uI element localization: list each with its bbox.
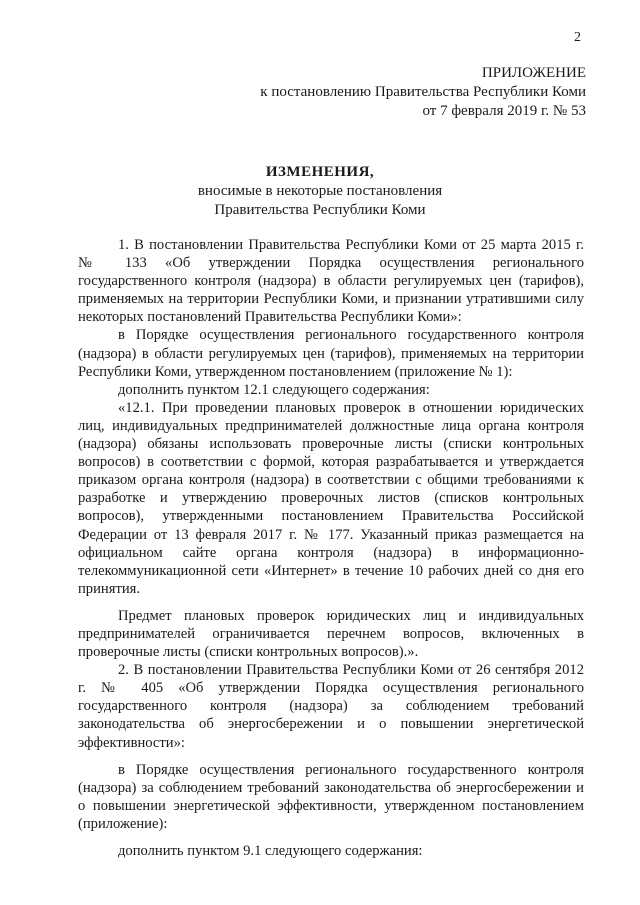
paragraph-1: 1. В постановлении Правительства Республики Коми от 25 марта 2015 г. № 133 «Об утверждении Порядка осуществления регионального государственного контроля (надзора) в области регулируемых цен (тарифов), применяемых на территории Республики Коми, и признании утратившими силу некоторых постановлений Правительства Республики Коми»: [78, 237, 584, 326]
paragraph-6: 2. В постановлении Правительства Республики Коми от 26 сентября 2012 г. № 405 «Об утверждении Порядка осуществления регионального государственного контроля (надзора) за соблюдением требований законодательства об энергосбережении и о повышении энергетической эффективности»: [78, 662, 584, 751]
document-heading [0, 163, 640, 220]
paragraph-2: в Порядке осуществления регионального государственного контроля (надзора) в области регулируемых цен (тарифов), применяемых на территории Республики Коми, утвержденном постановлением (приложение № 1): [78, 327, 584, 380]
paragraph-5: Предмет плановых проверок юридических лиц и индивидуальных предпринимателей ограничивается перечнем вопросов, включенных в проверочные листы (списки контрольных вопросов).». [78, 607, 584, 661]
heading-subtitle-1: вносимые в некоторые постановления [197, 183, 443, 199]
annex-line-resolution: к постановлению Правительства Республики Коми [260, 84, 586, 100]
annex-title: ПРИЛОЖЕНИЕ [481, 65, 586, 81]
paragraph-4: «12.1. При проведении плановых проверок в отношении юридических лиц, индивидуальных предпринимателей должностные лица органа контроля (надзора) обязаны использовать проверочные листы (списки контрольных вопросов) в соответствии с формой, которая разрабатывается и утверждается приказом органа контроля (надзора) в соответствии с общими требованиями к разработке и утверждению проверочных листов (списков контрольных вопросов), утвержденными постановлением Правительства Российской Федерации от 13 февраля 2017 г. № 177. Указанный приказ размещается на официальном сайте органа контроля (надзора) в информационно-телекоммуникационной сети «Интернет» в течение 10 рабочих дней со дня его принятия. [78, 399, 584, 597]
annex-line-date: от 7 февраля 2019 г. № 53 [422, 103, 586, 119]
heading-subtitle-2: Правительства Республики Коми [214, 202, 426, 218]
paragraph-7: в Порядке осуществления регионального государственного контроля (надзора) за соблюдением требований законодательства об энергосбережении и о повышении энергетической эффективности, утвержденном постановлением (приложение): [78, 761, 584, 832]
page-number: 2 [574, 30, 581, 45]
annex-block [260, 64, 586, 121]
paragraph-3: дополнить пунктом 12.1 следующего содержания: [118, 381, 430, 398]
heading-title: ИЗМЕНЕНИЯ, [265, 164, 375, 180]
document-body [78, 236, 584, 860]
paragraph-8: дополнить пунктом 9.1 следующего содержания: [118, 843, 423, 859]
